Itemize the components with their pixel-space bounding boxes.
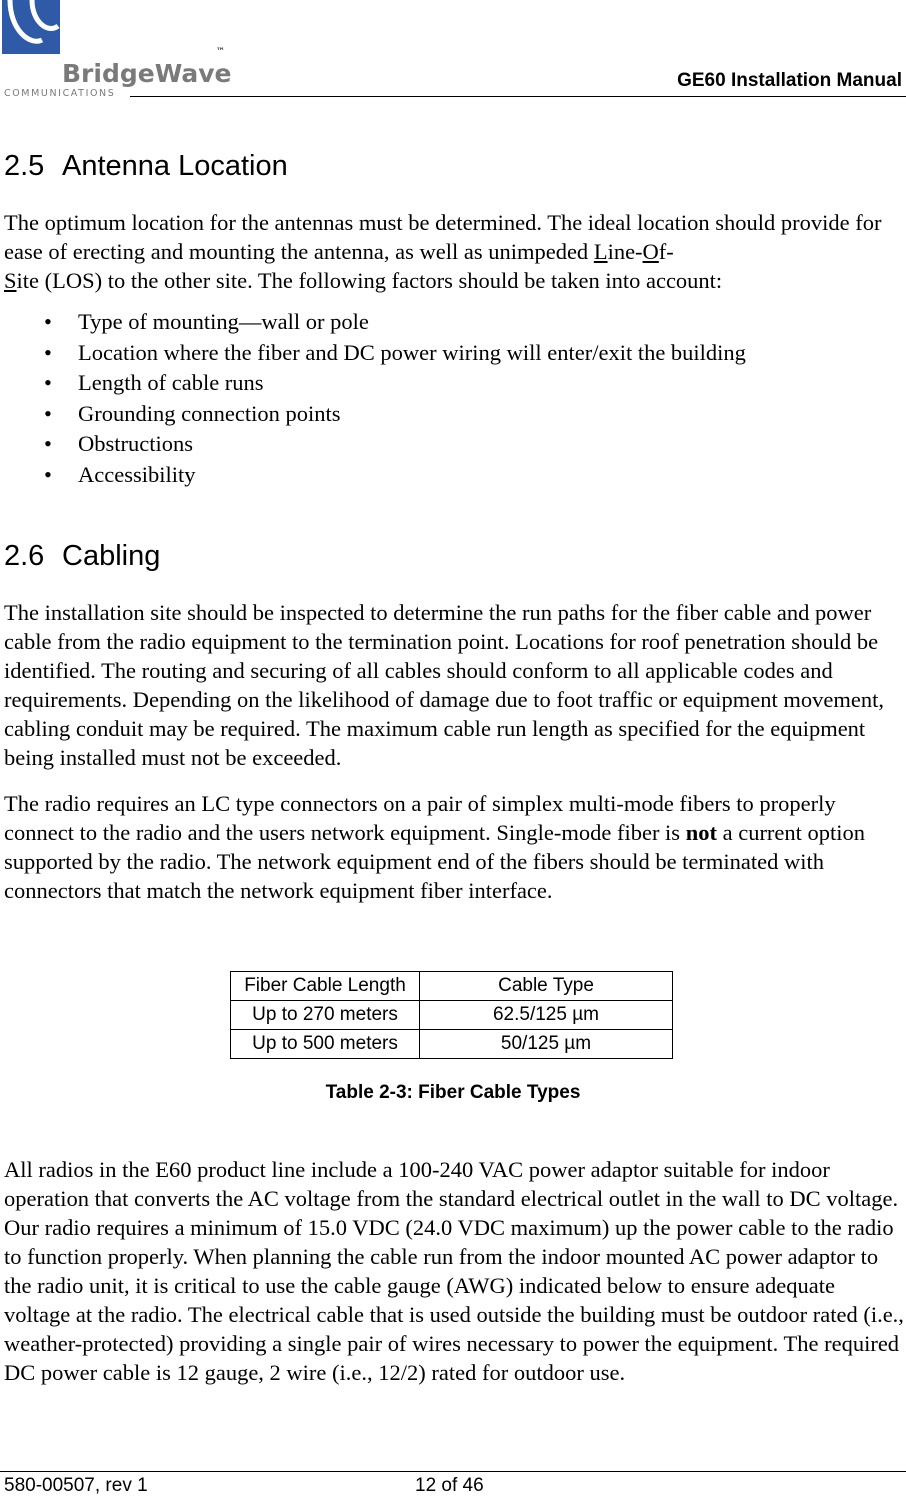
table-row: [231, 1001, 673, 1030]
table-cell: 50/125 µm: [420, 1030, 673, 1059]
cabling-paragraph-3: All radios in the E60 product line include a 100-240 VAC power adaptor suitable for indoor operation that converts the AC voltage from the standard electrical outlet in the wall to DC voltage. Our radio requires a minimum of 15.0 VDC (24.0 VDC maximum) up the power cable to the radio to function properly. When planning the cable run from the indoor mounted AC power adaptor to the radio unit, it is critical to use the cable gauge (AWG) indicated below to ensure adequate voltage at the radio. The electrical cable that is used outside the building must be outdoor rated (i.e., weather-protected) providing a single pair of wires necessary to power the equipment. The required DC power cable is 12 gauge, 2 wire (i.e., 12/2) rated for outdoor use.: [4, 1157, 904, 1385]
section-heading-antenna-location: [4, 150, 288, 183]
table-cell: Up to 500 meters: [231, 1030, 420, 1059]
footer-divider: [0, 1471, 906, 1472]
list-item: • Location where the fiber and DC power wiring will enter/exit the building: [44, 339, 746, 365]
list-item-text: Length of cable runs: [78, 370, 264, 395]
document-number: 580-00507, rev 1: [4, 1475, 148, 1496]
list-item: • Length of cable runs: [44, 370, 264, 395]
table-header-cell: Cable Type: [420, 972, 673, 1001]
table-cell: Up to 270 meters: [231, 1001, 420, 1030]
table-row: [231, 1030, 673, 1059]
list-item: • Accessibility: [44, 461, 196, 487]
table-header-row: [231, 972, 673, 1001]
table-caption: Table 2-3: Fiber Cable Types: [325, 1082, 581, 1103]
page-number: 12 of 46: [415, 1475, 484, 1496]
section-number: 2.6: [4, 540, 45, 572]
manual-title: GE60 Installation Manual: [677, 70, 902, 91]
list-item-text: Obstructions: [78, 431, 193, 456]
cabling-paragraph-1: The installation site should be inspected to determine the run paths for the fiber cable and power cable from the radio equipment to the termination point. Locations for roof penetration should be identified. The routing and securing of all cables should conform to all applicable codes and requirements. Depending on the likelihood of damage due to foot traffic or equipment movement, cabling conduit may be required. The maximum cable run length as specified for the equipment being installed must not be exceeded.: [4, 600, 884, 770]
underlined-letter: O: [642, 239, 659, 264]
section-title: Antenna Location: [62, 150, 288, 182]
bridgewave-logo: [2, 0, 232, 98]
section-heading-cabling: [4, 540, 160, 573]
table-cell: 62.5/125 µm: [420, 1001, 673, 1030]
section-title: Cabling: [62, 540, 161, 572]
underlined-letter: S: [4, 268, 17, 293]
logo-wordmark: BridgeWave: [62, 59, 232, 88]
list-item-text: Location where the fiber and DC power wiring will enter/exit the building: [78, 339, 746, 365]
list-item: • Grounding connection points: [44, 400, 341, 426]
underlined-letter: L: [593, 239, 608, 264]
list-item-text: Grounding connection points: [78, 400, 341, 426]
paragraph-text: The radio requires an LC type connectors on a pair of simplex multi-mode fibers to properly connect to the radio and the users network equipment. Single-mode fiber is: [4, 791, 836, 845]
section-number: 2.5: [4, 150, 45, 182]
list-item: • Type of mounting—wall or pole: [44, 309, 369, 334]
list-item-text: Type of mounting—wall or pole: [78, 309, 369, 334]
list-item-text: Accessibility: [78, 461, 196, 487]
factors-list: [44, 307, 746, 490]
fiber-cable-table: [230, 971, 673, 1059]
emphasis-text: not: [685, 820, 717, 845]
header-divider: [130, 96, 906, 97]
paragraph-text: a current option supported by the radio. The network equipment end of the fibers should be terminated with connectors that match the network equipment fiber interface.: [4, 820, 866, 903]
antenna-location-paragraph: [4, 208, 904, 295]
cabling-paragraph-2: [4, 789, 904, 905]
paragraph-text: ine-: [607, 239, 643, 264]
paragraph-text: ite (LOS) to the other site. The following factors should be taken into account:: [16, 268, 723, 293]
list-item: • Obstructions: [44, 431, 193, 456]
paragraph-text: The optimum location for the antennas must be determined. The ideal location should provide for ease of erecting and mounting the antenna, as well as unimpeded: [4, 210, 882, 264]
logo-subtitle: COMMUNICATIONS: [4, 88, 116, 98]
paragraph-text: f-: [658, 239, 674, 264]
table-header-cell: Fiber Cable Length: [231, 972, 420, 1001]
logo-trademark: ™: [216, 47, 225, 57]
